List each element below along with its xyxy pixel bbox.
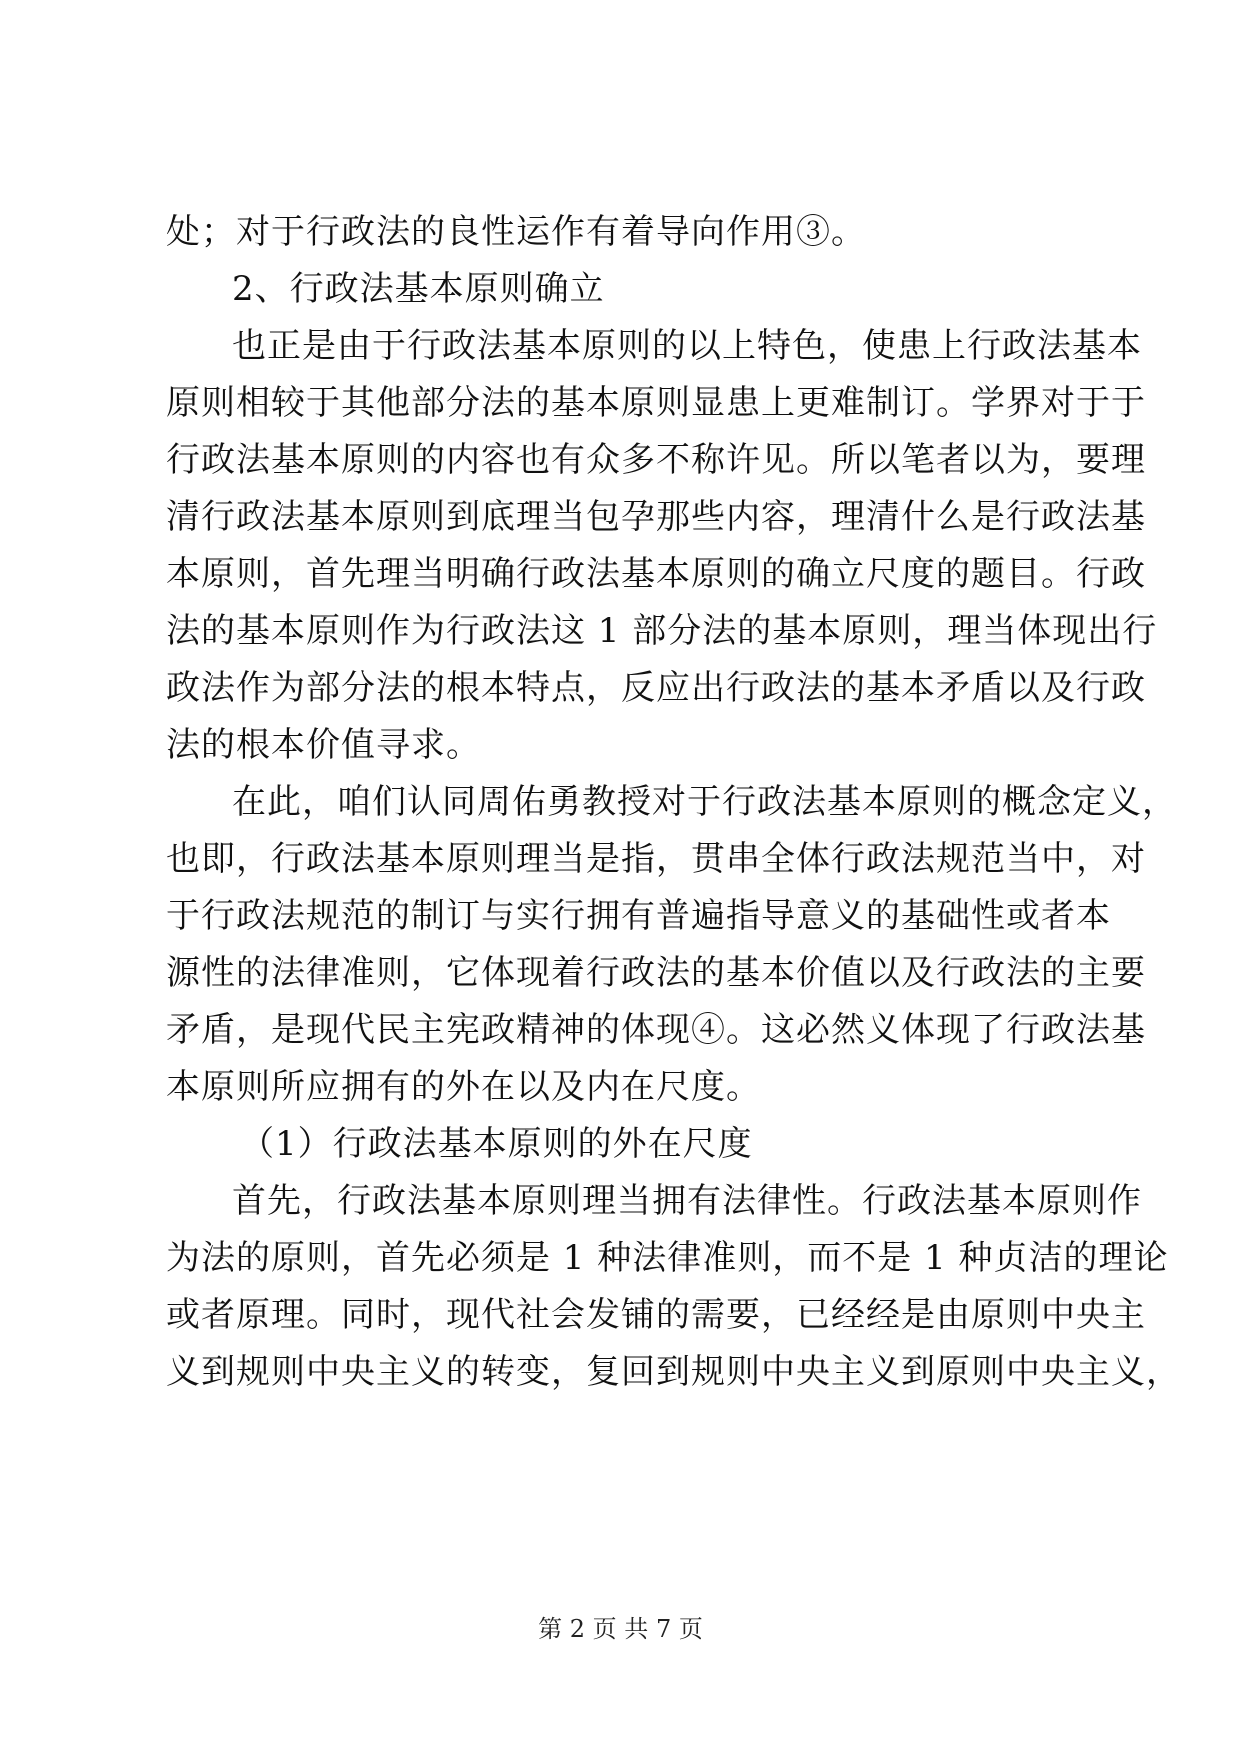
text-line: 首先，行政法基本原则理当拥有法律性。行政法基本原则作 bbox=[232, 1181, 1142, 1221]
text-line: 法的基本原则作为行政法这 1 部分法的基本原则，理当体现出行 bbox=[166, 611, 1158, 651]
page-number-footer: 第 2 页 共 7 页 bbox=[538, 1615, 703, 1643]
text-line: 也即，行政法基本原则理当是指，贯串全体行政法规范当中，对 bbox=[166, 839, 1146, 879]
text-line: 源性的法律准则，它体现着行政法的基本价值以及行政法的主要 bbox=[166, 953, 1146, 993]
text-line: 义到规则中央主义的转变，复回到规则中央主义到原则中央主义， bbox=[166, 1352, 1181, 1392]
text-line: 行政法基本原则的内容也有众多不称许见。所以笔者以为，要理 bbox=[166, 440, 1146, 480]
section-heading: 2、行政法基本原则确立 bbox=[232, 269, 605, 309]
text-line: 为法的原则，首先必须是 1 种法律准则，而不是 1 种贞洁的理论 bbox=[166, 1238, 1169, 1278]
text-line: 清行政法基本原则到底理当包孕那些内容，理清什么是行政法基 bbox=[166, 497, 1146, 537]
section-subheading: （1）行政法基本原则的外在尺度 bbox=[240, 1124, 753, 1164]
text-line: 或者原理。同时，现代社会发铺的需要，已经经是由原则中央主 bbox=[166, 1295, 1146, 1335]
text-line: 处；对于行政法的良性运作有着导向作用③。 bbox=[166, 212, 866, 252]
text-line: 本原则所应拥有的外在以及内在尺度。 bbox=[166, 1067, 761, 1107]
text-line: 矛盾，是现代民主宪政精神的体现④。这必然义体现了行政法基 bbox=[166, 1010, 1146, 1050]
text-line: 于行政法规范的制订与实行拥有普遍指导意义的基础性或者本 bbox=[166, 896, 1111, 936]
text-line: 本原则，首先理当明确行政法基本原则的确立尺度的题目。行政 bbox=[166, 554, 1146, 594]
text-line: 在此，咱们认同周佑勇教授对于行政法基本原则的概念定义， bbox=[232, 782, 1177, 822]
text-line: 也正是由于行政法基本原则的以上特色，使患上行政法基本 bbox=[232, 326, 1142, 366]
text-line: 政法作为部分法的根本特点，反应出行政法的基本矛盾以及行政 bbox=[166, 668, 1146, 708]
text-line: 原则相较于其他部分法的基本原则显患上更难制订。学界对于于 bbox=[166, 383, 1146, 423]
text-line: 法的根本价值寻求。 bbox=[166, 725, 481, 765]
